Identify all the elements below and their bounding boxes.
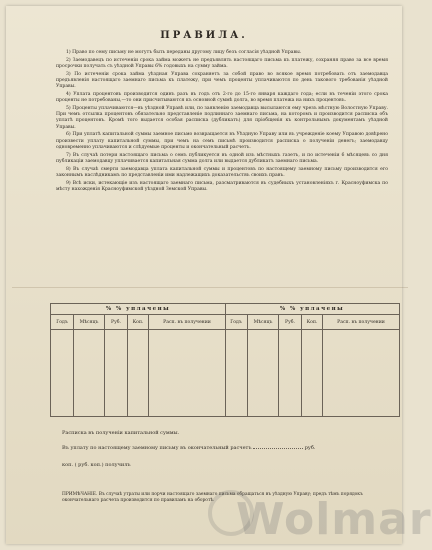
final-settlement-text: Въ уплату по настоящему заемному письму въ окончательный расчетъ	[62, 445, 252, 451]
interest-payment-table	[50, 303, 400, 417]
col-month: Мѣсяцъ	[74, 315, 105, 329]
table-half-right	[225, 304, 399, 416]
paper-crease	[12, 287, 408, 288]
table-column-headers	[225, 315, 399, 330]
capital-receipt-heading: Расписка въ полученіи капитальной суммы.	[62, 430, 180, 436]
table-cell	[248, 330, 279, 417]
col-year: Годъ	[51, 315, 74, 329]
col-rub: Руб.	[279, 315, 302, 329]
col-receipt: Расп. въ получении	[337, 319, 385, 325]
table-body	[51, 330, 225, 417]
table-cell	[149, 330, 225, 417]
page-title: ПРАВИЛА.	[160, 30, 248, 41]
table-header: % % уплачены	[51, 304, 225, 315]
rub-label: руб.	[304, 445, 316, 451]
footnote: ПРИМѢЧАНІЕ. Въ случаѣ утраты или порчи настоящаго заемнаго письма обращаться въ уѣздную Управу; предъ тѣмъ порядокъ окончательнаго расчета производится по правиламъ на оборотѣ.	[62, 492, 363, 503]
rule-item: 6) При уплатѣ капитальной суммы заемное письмо возвращается въ Уѣздную Управу или въ учрежденіе коему Управою довѣрено произвести уплату капитальной суммы, при чемъ на семъ письмѣ производится расписка о полученіи денегъ; заемодавцу одновременно уплачиваются и слѣдуемые проценты и окончательный расчетъ.	[56, 132, 388, 150]
col-year: Годъ	[225, 315, 248, 329]
col-month: Мѣсяцъ	[248, 315, 279, 329]
rule-item: 8) Въ случаѣ смерти заемодавца уплата капитальной суммы и процентовъ по настоящему заемному письму производится его законнымъ наслѣдникамъ по представленіи ими надлежащихъ доказательствъ своихъ правъ.	[56, 166, 388, 178]
table-cell	[225, 330, 248, 417]
table-cell	[279, 330, 302, 417]
col-kop: Коп.	[302, 315, 323, 329]
col-kop: Коп.	[128, 315, 149, 329]
table-body	[225, 330, 399, 417]
rule-item: 7) Въ случаѣ потери настоящаго письма о семъ публикуется въ одной изъ мѣстныхъ газетъ, и по истеченіи 6 мѣсяцевъ со дня публикаціи заемодавцу уплачивается капитальная сумма долга или выдается дубликатъ заемнаго письма.	[56, 152, 388, 164]
col-rub: Руб.	[105, 315, 128, 329]
rule-item: 9) Всѣ иски, истекающіе изъ настоящаго заемнаго письма, разсматриваются въ судебныхъ установленіяхъ г. Красноуфимска по мѣсту нахожденія Красноуфимской уѣздной Земской Управы.	[56, 180, 388, 192]
received-line: коп. ( руб. коп.) получилъ	[62, 462, 131, 468]
rule-item: 1) Право по сему письму не могутъ быть переданы другому лицу безъ согласія уѣздной Управы.	[66, 50, 302, 55]
table-cell	[302, 330, 323, 417]
document-sheet	[6, 6, 432, 545]
table-header: % % уплачены	[225, 304, 399, 315]
blank-line	[253, 448, 303, 449]
table-cell	[51, 330, 74, 417]
watermark: Wolmar	[236, 494, 432, 545]
rule-item: 4) Уплата процентовъ производится одинъ разъ въ годъ отъ 2-го до 15-го января каждаго года; если въ теченіи этого срока проценты не потребованы,—то они присчитываются къ основной суммѣ долга, во время платежа на нихъ процентовъ.	[56, 92, 388, 104]
rule-item: 2) Заемодавецъ по истеченіи срока займа можетъ не предъявлять настоящаго письма къ платежу, сохраняя право за все время просрочки получать съ уѣздной Управы 6% годовыхъ на сумму займа.	[56, 57, 388, 69]
rule-item: 3) По истеченіи срока займа уѣздная Управа сохраняетъ за собой право во всякое время потребовать отъ заемодавца предъявленія настоящаго заемнаго письма къ платежу, при чемъ проценты уплачиваются по день такового требованія уѣздной Управы.	[56, 71, 388, 90]
col-receipt: Расп. въ получении	[163, 319, 211, 325]
table-half-left	[51, 304, 226, 416]
table-column-headers	[51, 315, 225, 330]
rule-item: 5) Проценты уплачиваются—въ уѣздной Управѣ или, по заявленію заемодавца высылаются ему чрезъ мѣстную Волостную Управу. При чемъ отсылка процентовъ обязательно представленіе подлиннаго заемнаго письма, на которомъ и производится расписка объ уплатѣ процентовъ. Кромѣ того выдается особая расписка (дубликатъ) для пріобщенія къ контрольнымъ документамъ уѣздной Управы.	[56, 106, 388, 130]
table-cell	[323, 330, 399, 417]
rules-list	[56, 50, 388, 195]
table-cell	[74, 330, 105, 417]
table-cell	[105, 330, 128, 417]
final-settlement-line	[62, 445, 392, 451]
table-cell	[128, 330, 149, 417]
